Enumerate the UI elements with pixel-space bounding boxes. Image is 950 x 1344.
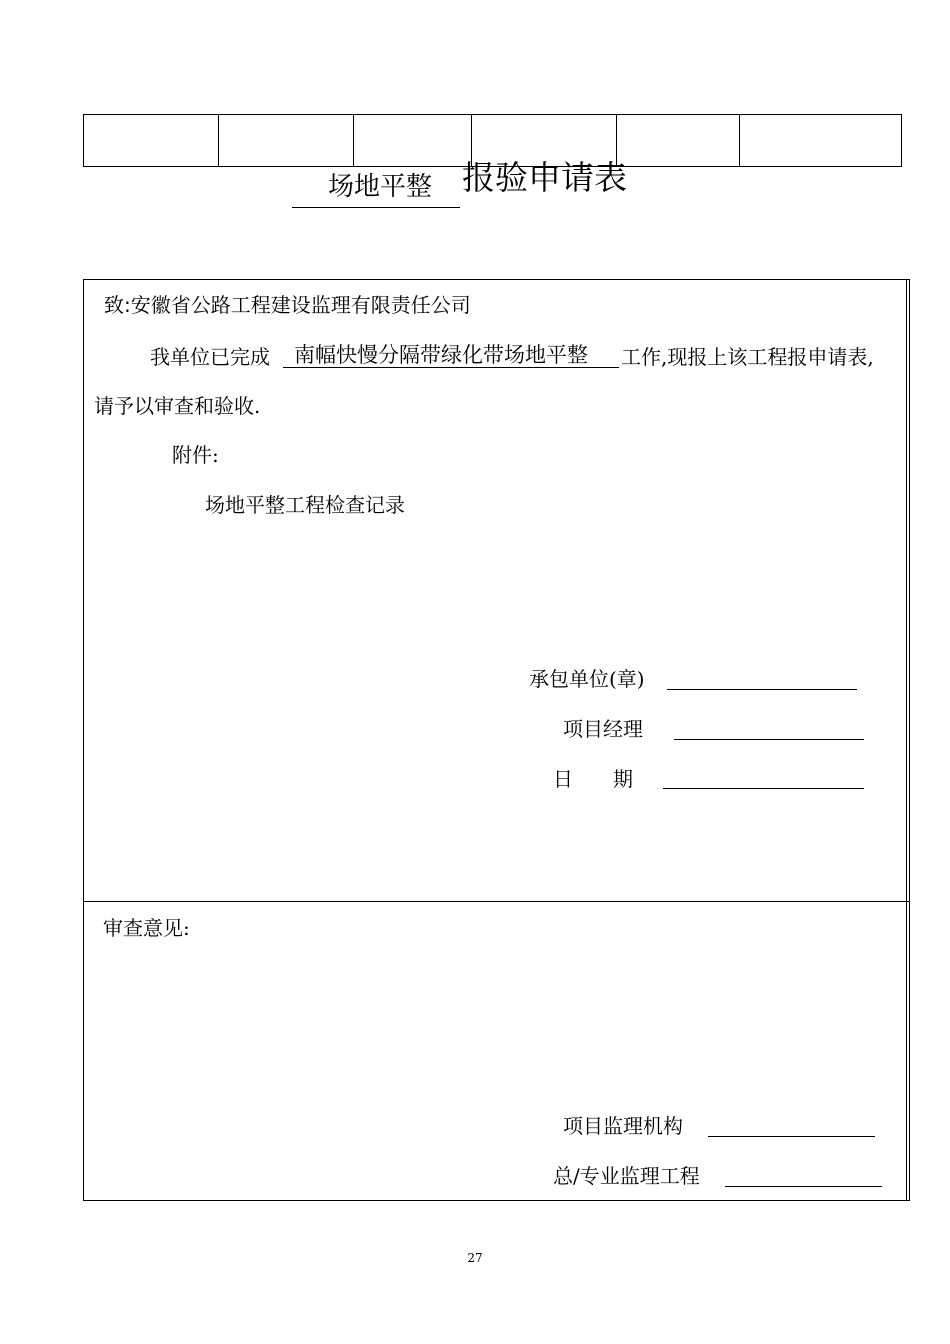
page-title: 报验申请表 [462, 158, 627, 197]
chief-engineer-field[interactable] [725, 1186, 882, 1187]
form-border-bottom [83, 1200, 910, 1201]
form-border-right-outer [909, 279, 910, 1201]
work-name-value: 南幅快慢分隔带绿化带场地平整 [294, 343, 588, 367]
title-project-value: 场地平整 [328, 172, 433, 202]
header-cell [740, 115, 902, 167]
project-manager-label: 项目经理 [563, 717, 643, 741]
supervision-org-label: 项目监理机构 [563, 1114, 683, 1138]
form-section-divider [83, 901, 910, 902]
supervision-org-field[interactable] [708, 1136, 875, 1137]
contractor-seal-field[interactable] [667, 689, 857, 690]
form-border-right [906, 279, 907, 1201]
addressee-line: 致:安徽省公路工程建设监理有限责任公司 [104, 293, 471, 317]
contractor-seal-label: 承包单位(章) [529, 667, 645, 691]
statement-prefix: 我单位已完成 [150, 345, 270, 369]
header-cell [84, 115, 219, 167]
chief-engineer-label: 总/专业监理工程 [553, 1164, 700, 1188]
project-manager-field[interactable] [674, 739, 864, 740]
date-field[interactable] [663, 788, 864, 789]
title-project-field[interactable] [292, 163, 460, 208]
header-cell [219, 115, 354, 167]
statement-line2: 请予以审查和验收. [94, 394, 261, 418]
form-border-top [83, 279, 910, 280]
attachment-item: 场地平整工程检查记录 [205, 493, 405, 517]
review-opinion-label: 审查意见: [103, 916, 190, 940]
date-label: 日 期 [553, 767, 633, 791]
page-number: 27 [467, 1251, 483, 1265]
header-cell [617, 115, 740, 167]
form-border-left [83, 279, 84, 1201]
header-cell [354, 115, 472, 167]
work-name-field[interactable] [283, 337, 619, 368]
statement-suffix: 工作,现报上该工程报申请表, [621, 345, 874, 369]
attachments-label: 附件: [172, 443, 219, 467]
